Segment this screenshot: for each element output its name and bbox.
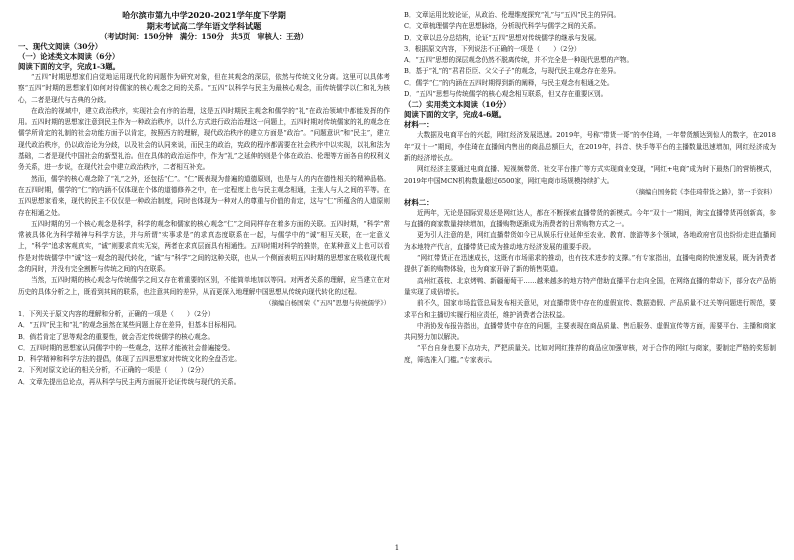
q2-option-c: C．文章梳理儒学内在思想脉络，分析现代科学与儒学之间的关系。 (404, 22, 601, 31)
material-paragraph: 网红经济主要通过电商直播、短视频带货、社交平台推广等方式实现商业变现，“网红+电商”成为时下最热门的营销模式，2019年中国MCN机构数量超过6500家，网红电商市场规模持续扩大。 (404, 165, 776, 185)
question-3: 3．根据原文内容，下列说法不正确的一项是（ ）（2分） (404, 44, 581, 53)
material-paragraph: “平台自身也要下点功夫，严把质量关。比如对网红推荐的商品应加强审核，对于合作的网红与商家，要制定严格的奖惩制度，筛选准入门槛。”专家表示。 (404, 344, 776, 364)
q1-option-b: B．倘若肯定了思等观念的重要性，就会否定传统儒学的核心观念。 (18, 332, 215, 341)
left-column (18, 10, 390, 388)
passage-paragraph: 在政治的视域中，建立政治秩序，实现社会有序的治理，这是五四时期民主观念和儒学的“礼”在政治领域中都能发挥的作用。五四时期的思想家注意到民主作为一种政治秩序，以什么方式进行政治治理这一问题上，五四时期对传统儒家的礼的观念在儒学所肯定的礼制的社会功能方面予以肯定，按照西方的理解，现代政治秩序的建立方面是“政治”。“问题意识”和“民主”，建立现代政治秩序，仍以政治论为分歧，以及社会的认同来说，而民主的政治，宪政的程序都需要在社会秩序中以实现，以礼和法为基础，二者是现代中国社会的新型礼治。但在具体的政治运作中，作为“礼”之延伸的则是个体在政治、伦理等方面各自的权利义务关系，进一步说，在现代社会中建立政治秩序，二者相互补充。 (18, 106, 390, 172)
material-paragraph: 前不久，国家市场监管总局发布相关意见，对直播带货中存在的虚假宣传、数据造假、产品质量不过关等问题进行规范，要求平台和主播切实履行相应责任，维护消费者合法权益。 (404, 299, 776, 319)
passage-source: （摘编自杨国荣《“五四”思想与传统儒学》） (265, 298, 390, 307)
material-paragraph: 高州红荔枝、北京烤鸭、新疆葡萄干……越来越多的地方特产借助直播平台走向全国，在网络直播的带动下，部分农产品销量实现了成倍增长。 (404, 276, 776, 296)
question-1: 1．下列关于原文内容的理解和分析，正确的一项是（ ）（2分） (18, 309, 215, 318)
subsection-heading: （一）论述类文本阅读（6分） (18, 52, 120, 61)
passage-paragraph: “五四”时期思想家们自觉地运用现代化的问题作为研究对象，但在其观念的深层，依然与传统文化分离。这里可以具体考察“五四”时期的思想家们如何对待儒家的核心观念之间的关系。“五四”以科学与民主为最核心观念，而传统儒学以仁和礼为核心，二者是现代与古典的分歧。 (18, 73, 390, 104)
material-paragraph: 近两年，无论是国际贸易还是网红达人，都在不断探索直播带货的新模式。今年“双十一”期间，淘宝直播带货再创新高，参与直播的商家数量持续增加，直播购物逐渐成为消费者的日常购物方式之一。 (404, 208, 776, 229)
q3-option-b: B．基于“礼”的“君君臣臣、父父子子”的观念，与现代民主观念存在差异。 (404, 67, 621, 76)
passage-paragraph: 当然，五四时期的核心观念与传统儒学之间又存在着重要的区别，不能简单地加以等同。对两者关系的理解，应当建立在对历史的具体分析之上，既看到其间的联系，也注意其间的差异，从而更深入地理解中国思想从传统向现代转化的过程。 (18, 276, 390, 296)
reading-instruction: 阅读下面的文字，完成4-6题。 (404, 110, 507, 120)
q1-option-c: C．五四时期的思想家认同儒学中的一些观念，这样才能被社会普遍接受。 (18, 343, 235, 352)
section-heading: 一、现代文阅读（30分） (18, 42, 103, 51)
page-number: 1 (394, 544, 400, 552)
subsection-heading: （二）实用类文本阅读（10分） (404, 100, 511, 110)
q2-option-a: A．文章先提出总论点，再从科学与民主两方面展开论证传统与现代的关系。 (18, 377, 241, 386)
passage-paragraph: 五四时期的另一个核心观念是科学，科学的观念和儒家的核心观念“仁”之间同样存在着多方面的关联。五四时期，“科学”常常被具体化为科学精神与科学方法，并与所谓“实事求是”的求真态度联系在一起，与儒学中的“诚”相互关联，在一定意义上，“科学”追求客观真实，“诚”则要求真实无妄，两者在求真层面具有相通性。五四时期对科学的推崇，在某种意义上也可以看作是对传统儒学中“诚”这一观念的现代转化，“诚”与“科学”之间的这种关联，也从一个侧面表明五四时期的思想家在吸收现代观念的同时，并没有完全割断与传统之间的内在联系。 (18, 219, 390, 274)
material-source: （摘编自国务院《李佳琦带货之路》，第一手资料） (632, 187, 776, 196)
exam-meta: （考试时间：150分钟 满分：150分 共5页 审核人：王劲） (100, 32, 308, 41)
q3-option-a: A．“五四”思想的深层观念仍然不脱离传统，并不完全是一种现代思想的产物。 (404, 56, 634, 65)
material-paragraph: 更为引人注意的是，网红直播带货如今已从娱乐行业延伸至农业、教育、旅游等多个领域，各地政府官员也纷纷走进直播间为本地特产代言，直播带货已成为推动地方经济发展的重要手段。 (404, 231, 776, 251)
q3-option-c: C．儒学“仁”的内涵在五四时期得到新的阐释，与民主观念有相通之处。 (404, 78, 614, 87)
material-paragraph: 中消协发布报告指出，直播带货中存在的问题，主要表现在商品质量、售后服务、虚假宣传等方面，需要平台、主播和商家共同努力加以解决。 (404, 321, 776, 342)
material-paragraph: “网红带货正在迅速成长，这既有市场需求的推动，也有技术进步的支撑。”有专家指出，直播电商的快速发展，既为消费者提供了新的购物体验，也为商家开辟了新的销售渠道。 (404, 254, 776, 274)
q2-option-d: D．文章以总分总结构，论证“五四”思想对传统儒学的继承与发展。 (404, 33, 601, 42)
school-line: 哈尔滨市第九中学2020-2021学年度下学期 (122, 10, 286, 20)
reading-instruction: 阅读下面的文字，完成1-3题。 (18, 62, 121, 71)
q1-option-a: A．“五四”民主和“礼”的观念虽然在某些问题上存在差异，但基本目标相同。 (18, 321, 241, 330)
material-paragraph: 大数据及电商平台的兴起，网红经济发展迅速。2019年，号称“带货一哥”的李佳琦，一年带货额达到惊人的数字，在2018年“双十一”期间，李佳琦在直播间内售出的商品总额巨大，在2019年，抖音、快手等平台的主播数量迅速增加，网红经济成为新的经济增长点。 (404, 131, 776, 162)
material-label: 材料二： (404, 197, 434, 207)
q1-option-d: D．科学精神和科学方法的提倡，体现了五四思想家对传统文化的全盘否定。 (18, 355, 241, 364)
right-column (404, 10, 776, 366)
material-label: 材料一： (404, 120, 434, 130)
q3-option-d: D．“五四”思想与传统儒学的核心观念相互联系，但又存在重要区别。 (404, 90, 608, 99)
passage-paragraph: 然而，儒学的核心观念除了“礼”之外，还包括“仁”。“仁”既表现为普遍的道德原则，也是与人的内在德性相关的精神品格。在五四时期，儒学的“仁”的内涵不仅体现在个体的道德修养之中，在一定程度上也与民主观念相通，主张人与人之间的平等。在五四思想家看来，现代的民主不仅仅是一种政治制度，同时也体现为一种对人的尊重与价值的肯定，这与“仁”所蕴含的人道原则存在相通之处。 (18, 174, 390, 217)
exam-title: 期末考试高二学年语文学科试题 (146, 21, 262, 31)
question-2: 2．下列对原文论证的相关分析，不正确的一项是（ ）（2分） (18, 366, 208, 375)
q2-option-b: B．文章运用比较论证，从政治、伦理维度探究“礼”与“五四”民主的异同。 (404, 11, 621, 19)
